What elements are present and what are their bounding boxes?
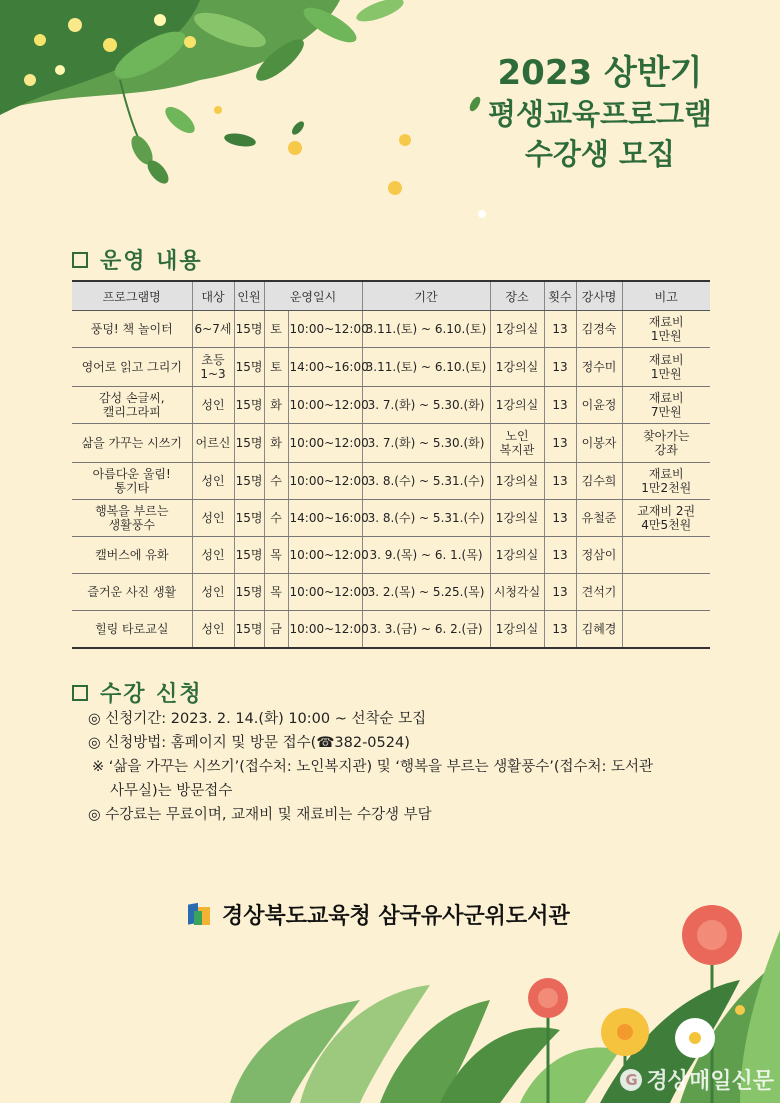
column-header: 비고 [622, 281, 710, 311]
table-cell-teacher: 이봉자 [576, 424, 622, 463]
table-cell-period: 3. 8.(수) ~ 5.31.(수) [362, 500, 490, 537]
newspaper-logo-icon: G [620, 1069, 642, 1091]
registration-note-cont: 사무실)는 방문접수 [110, 783, 233, 799]
poster-title [450, 52, 750, 174]
table-cell-name: 캘버스에 유화 [72, 537, 192, 574]
title-line-3: 수강생 모집 [524, 137, 676, 171]
table-cell-count: 15명 [234, 500, 264, 537]
table-cell-note: 재료비 1만원 [622, 311, 710, 348]
table-cell-time: 10:00~12:00 [288, 311, 362, 348]
table-cell-period: 3. 9.(목) ~ 6. 1.(목) [362, 537, 490, 574]
table-cell-teacher: 김수희 [576, 463, 622, 500]
table-cell-day: 수 [264, 500, 288, 537]
table-cell-day: 목 [264, 574, 288, 611]
table-cell-target: 성인 [192, 500, 234, 537]
table-cell-time: 14:00~16:00 [288, 348, 362, 387]
section-heading-operations [72, 244, 203, 275]
title-line-2: 평생교육프로그램 [487, 97, 713, 131]
table-cell-day: 토 [264, 311, 288, 348]
table-cell-place: 1강의실 [490, 387, 544, 424]
table-row [72, 537, 710, 574]
table-cell-target: 초등 1~3 [192, 348, 234, 387]
table-cell-target: 6~7세 [192, 311, 234, 348]
column-header: 강사명 [576, 281, 622, 311]
program-table [72, 280, 710, 649]
table-row [72, 311, 710, 348]
table-cell-times: 13 [544, 574, 576, 611]
table-cell-note: 교재비 2권 4만5천원 [622, 500, 710, 537]
table-cell-period: 3. 7.(화) ~ 5.30.(화) [362, 387, 490, 424]
table-cell-times: 13 [544, 500, 576, 537]
fee-info: ◎ 수강료는 무료이며, 교재비 및 재료비는 수강생 부담 [88, 807, 432, 823]
table-cell-count: 15명 [234, 311, 264, 348]
table-row [72, 387, 710, 424]
table-cell-count: 15명 [234, 537, 264, 574]
table-cell-target: 어르신 [192, 424, 234, 463]
table-cell-teacher: 유철준 [576, 500, 622, 537]
table-cell-place: 1강의실 [490, 348, 544, 387]
table-cell-name: 아름다운 울림! 통기타 [72, 463, 192, 500]
table-cell-count: 15명 [234, 387, 264, 424]
table-cell-time: 10:00~12:00 [288, 424, 362, 463]
table-cell-note [622, 537, 710, 574]
title-line-1: 2023 상반기 [497, 53, 703, 93]
table-cell-place: 1강의실 [490, 611, 544, 649]
table-row [72, 463, 710, 500]
table-cell-name: 삶을 가꾸는 시쓰기 [72, 424, 192, 463]
table-cell-target: 성인 [192, 387, 234, 424]
table-cell-period: 3. 2.(목) ~ 5.25.(목) [362, 574, 490, 611]
organization-name: 경상북도교육청 삼국유사군위도서관 [222, 904, 570, 929]
table-cell-name: 힐링 타로교실 [72, 611, 192, 649]
registration-method: ◎ 신청방법: 홈페이지 및 방문 접수(☎382-0524) [88, 735, 410, 751]
table-cell-time: 14:00~16:00 [288, 500, 362, 537]
table-row [72, 611, 710, 649]
checkbox-square-icon [72, 252, 88, 268]
table-cell-teacher: 김혜경 [576, 611, 622, 649]
table-cell-time: 10:00~12:00 [288, 574, 362, 611]
table-body [72, 311, 710, 649]
column-header: 횟수 [544, 281, 576, 311]
table-cell-place: 1강의실 [490, 537, 544, 574]
table-cell-time: 10:00~12:00 [288, 463, 362, 500]
footer-organization [186, 899, 570, 930]
table-cell-note: 재료비 1만원 [622, 348, 710, 387]
table-cell-teacher: 견석기 [576, 574, 622, 611]
table-cell-times: 13 [544, 348, 576, 387]
table-cell-times: 13 [544, 387, 576, 424]
column-header: 기간 [362, 281, 490, 311]
table-cell-note: 재료비 1만2천원 [622, 463, 710, 500]
registration-period: ◎ 신청기간: 2023. 2. 14.(화) 10:00 ~ 선착순 모집 [88, 711, 427, 727]
table-cell-teacher: 정삼이 [576, 537, 622, 574]
table-cell-time: 10:00~12:00 [288, 611, 362, 649]
column-header: 대상 [192, 281, 234, 311]
column-header: 프로그램명 [72, 281, 192, 311]
column-header: 인원 [234, 281, 264, 311]
table-cell-times: 13 [544, 463, 576, 500]
table-cell-day: 화 [264, 424, 288, 463]
table-cell-times: 13 [544, 311, 576, 348]
table-cell-times: 13 [544, 611, 576, 649]
table-cell-period: 3. 8.(수) ~ 5.31.(수) [362, 463, 490, 500]
table-cell-place: 1강의실 [490, 463, 544, 500]
table-cell-target: 성인 [192, 463, 234, 500]
table-cell-time: 10:00~12:00 [288, 537, 362, 574]
education-office-logo-icon [186, 901, 214, 929]
table-cell-name: 행복을 부르는 생활풍수 [72, 500, 192, 537]
table-cell-count: 15명 [234, 611, 264, 649]
watermark-text: 경상매일신문 [646, 1069, 774, 1094]
table-cell-note [622, 574, 710, 611]
table-cell-count: 15명 [234, 574, 264, 611]
table-cell-period: 3. 7.(화) ~ 5.30.(화) [362, 424, 490, 463]
column-header: 장소 [490, 281, 544, 311]
table-cell-count: 15명 [234, 463, 264, 500]
registration-note: ※ ‘삶을 가꾸는 시쓰기’(접수처: 노인복지관) 및 ‘행복을 부르는 생활풍수’(접수처: 도서관 [92, 759, 654, 775]
table-row [72, 348, 710, 387]
table-cell-teacher: 정수미 [576, 348, 622, 387]
table-cell-period: 3.11.(토) ~ 6.10.(토) [362, 311, 490, 348]
table-cell-times: 13 [544, 424, 576, 463]
table-cell-day: 목 [264, 537, 288, 574]
table-cell-teacher: 이윤정 [576, 387, 622, 424]
table-cell-name: 감성 손글씨, 캘리그라피 [72, 387, 192, 424]
table-cell-day: 토 [264, 348, 288, 387]
table-cell-day: 금 [264, 611, 288, 649]
table-cell-period: 3.11.(토) ~ 6.10.(토) [362, 348, 490, 387]
section-heading-text: 수강 신청 [100, 682, 203, 707]
table-row [72, 500, 710, 537]
top-left-leaves [0, 0, 486, 218]
table-cell-target: 성인 [192, 611, 234, 649]
table-cell-note [622, 611, 710, 649]
table-cell-note: 찾아가는 강좌 [622, 424, 710, 463]
table-cell-name: 영어로 읽고 그리기 [72, 348, 192, 387]
table-cell-note: 재료비 7만원 [622, 387, 710, 424]
section-heading-registration [72, 677, 203, 708]
table-cell-place: 1강의실 [490, 311, 544, 348]
newspaper-watermark [620, 1064, 774, 1095]
table-cell-target: 성인 [192, 537, 234, 574]
table-cell-name: 즐거운 사진 생활 [72, 574, 192, 611]
table-cell-day: 화 [264, 387, 288, 424]
table-cell-times: 13 [544, 537, 576, 574]
table-row [72, 574, 710, 611]
column-header: 운영일시 [264, 281, 362, 311]
table-row [72, 424, 710, 463]
table-cell-place: 시청각실 [490, 574, 544, 611]
table-cell-count: 15명 [234, 424, 264, 463]
table-cell-place: 노인 복지관 [490, 424, 544, 463]
table-cell-time: 10:00~12:00 [288, 387, 362, 424]
table-cell-teacher: 김경숙 [576, 311, 622, 348]
table-cell-place: 1강의실 [490, 500, 544, 537]
table-cell-target: 성인 [192, 574, 234, 611]
table-cell-name: 풍덩! 책 놀이터 [72, 311, 192, 348]
table-cell-day: 수 [264, 463, 288, 500]
table-cell-count: 15명 [234, 348, 264, 387]
table-cell-period: 3. 3.(금) ~ 6. 2.(금) [362, 611, 490, 649]
checkbox-square-icon [72, 685, 88, 701]
registration-info [88, 707, 653, 827]
table-header-row [72, 281, 710, 311]
section-heading-text: 운영 내용 [100, 249, 203, 274]
